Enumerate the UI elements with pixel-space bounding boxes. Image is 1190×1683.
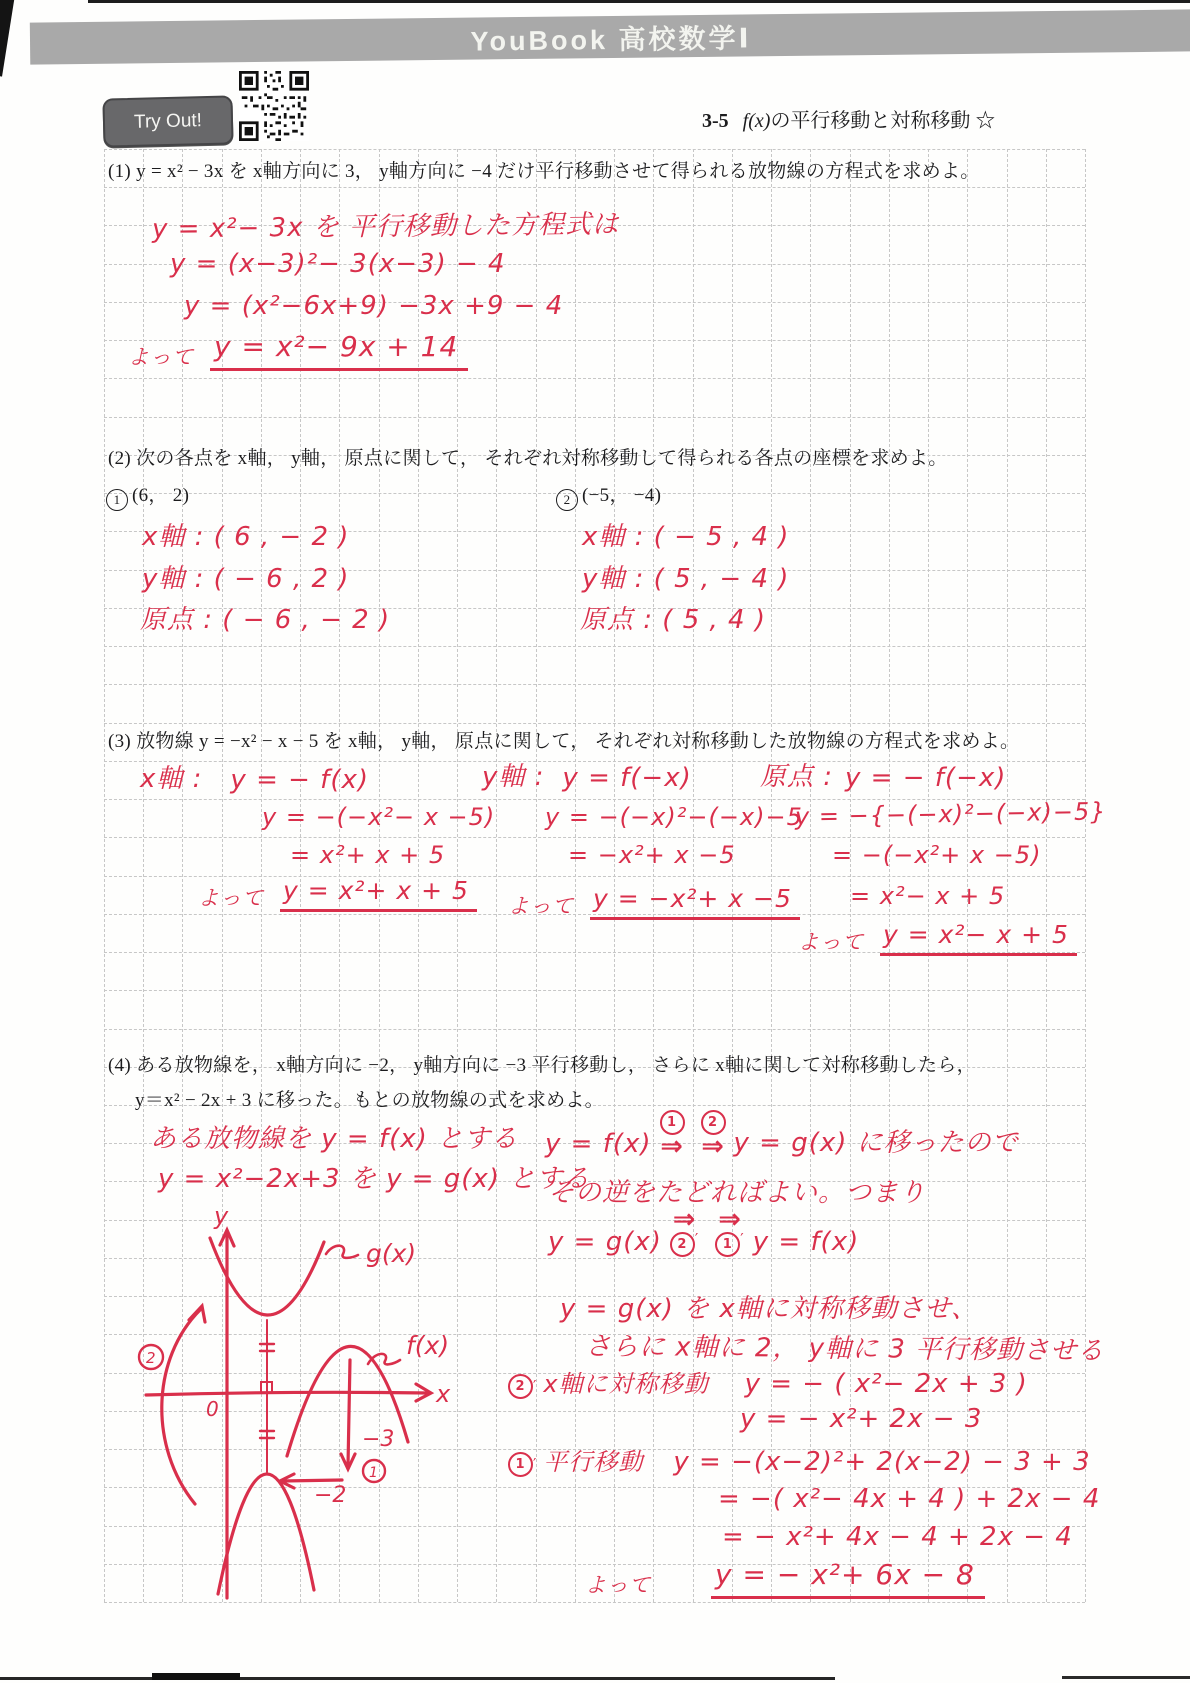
problem-3-statement: (3) 放物線 y = −x² − x − 5 を x軸， y軸， 原点に関して， それぞれ対称移動した放物線の方程式を求めよ。 <box>108 731 1020 752</box>
p2-item2-x-axis: x軸 : ( − 5 , 4 ) <box>582 522 790 552</box>
grid-line-h <box>104 837 1085 838</box>
p3-col3-conclusion <box>798 920 1077 956</box>
grid-line-h <box>104 723 1085 724</box>
p3-col1-line-1: y = −(−x²− x −5) <box>262 803 496 831</box>
graph-g-label: g(x) <box>366 1239 417 1268</box>
grid-line-h <box>104 187 1085 188</box>
graph-minus3-label: −3 <box>362 1427 395 1452</box>
scan-edge-bottom <box>0 1677 835 1680</box>
scan-edge-bottom-right <box>1062 1676 1190 1679</box>
p3-col3-axis: 原点 : <box>760 762 834 792</box>
p2-item1-origin: 原点 : ( − 6 , − 2 ) <box>140 605 391 635</box>
p4-flow1-arrow1-glyph: ⇒ <box>660 1131 684 1162</box>
graph-f-label: f(x) <box>406 1331 450 1360</box>
p4-flow-1 <box>545 1110 1019 1162</box>
p2-item-2-number: 2 <box>556 489 578 511</box>
p4-step2-prime: ′ <box>533 1377 538 1395</box>
problem-1-statement: (1) y = x² − 3x を x軸方向に 3， y軸方向に −4 だけ平行移動させて得られる放物線の方程式を求めよ。 <box>108 161 980 182</box>
p4-flow3-step1-prime: ′ <box>694 1230 700 1249</box>
shift-left-arrow <box>282 1480 342 1481</box>
grid-line-h <box>104 149 1085 150</box>
graph-origin-label: 0 <box>206 1397 219 1421</box>
shift-down-arrow <box>348 1360 350 1466</box>
section-title <box>702 104 995 133</box>
grid-line-h <box>104 1029 1085 1030</box>
f-label-squiggle <box>368 1354 400 1365</box>
section-rest: の平行移動と対称移動 ☆ <box>770 110 996 132</box>
try-out-button[interactable] <box>102 95 233 147</box>
p3-col2-therefore: よって <box>508 894 574 918</box>
p4-flow3-arrow-2 <box>715 1204 745 1257</box>
p2-item-1-point: (6， 2) <box>132 485 190 506</box>
p3-col2-rule: y = f(−x) <box>562 763 692 793</box>
reverse-curved-arrow <box>162 1310 200 1504</box>
p2-item1-y-axis: y軸 : ( − 6 , 2 ) <box>142 564 350 594</box>
p4-answer: y = − x²+ 6x − 8 <box>711 1558 985 1599</box>
p3-col3-line-2: = −(−x²+ x −5) <box>832 841 1042 869</box>
p4-flow3-arrow-1 <box>670 1204 700 1257</box>
reflected-parabola <box>218 1474 314 1594</box>
graph-x-label: x <box>436 1380 451 1408</box>
p3-col3-rule: y = − f(−x) <box>845 763 1007 793</box>
p1-therefore: よって <box>128 345 194 369</box>
p4-step2-label: x軸に対称移動 <box>543 1370 709 1398</box>
p4-flow3-rhs: y = f(x) <box>752 1227 860 1258</box>
p4-plan-1: y = g(x) を x軸に対称移動させ、 <box>560 1294 979 1324</box>
p4-flow1-arrow-2 <box>701 1110 726 1162</box>
p3-col3-line-1: y = −{−(−x)²−(−x)−5} <box>794 797 1107 831</box>
grid-line-h <box>104 684 1085 685</box>
p1-conclusion <box>128 330 468 371</box>
g-label-squiggle <box>326 1246 358 1258</box>
p4-step2-row <box>508 1364 1028 1399</box>
p1-work-line-1: y = x²− 3x を 平行移動した方程式は <box>151 209 620 245</box>
p4-plan-2: さらに x軸に 2， y軸に 3 平行移動させる <box>584 1331 1105 1367</box>
p2-item1-x-axis: x軸 : ( 6 , − 2 ) <box>142 522 350 552</box>
p2-item2-origin: 原点 : ( 5 , 4 ) <box>580 605 766 635</box>
p4-flow3-step2: 1 <box>722 1237 733 1253</box>
p4-flow3-arrow1-glyph: ⇒ <box>672 1204 697 1235</box>
p4-flow3-step1: 2 <box>677 1237 688 1253</box>
grid-line-h <box>104 990 1085 991</box>
p3-col2-conclusion <box>508 884 800 920</box>
p3-col2-answer: y = −x²+ x −5 <box>590 884 800 920</box>
p2-item-2-point: (−5， −4) <box>582 485 662 506</box>
p4-step1-row <box>508 1442 1091 1477</box>
p4-flow1-step1: 1 <box>667 1115 678 1130</box>
p4-step2-eq1: y = − ( x²− 2x + 3 ) <box>744 1369 1028 1399</box>
problem-4-statement-line1: (4) ある放物線を， x軸方向に −2， y軸方向に −3 平行移動し， さらに x軸に関して対称移動したら， <box>108 1055 976 1076</box>
p1-work-line-2: y = (x−3)²− 3(x−3) − 4 <box>170 249 506 279</box>
p4-flow1-rhs: y = g(x) に移ったので <box>733 1128 1019 1159</box>
p4-flow1-lhs: y = f(x) <box>545 1129 652 1160</box>
p3-col1-head <box>140 758 369 795</box>
p4-flow3-step2-prime: ′ <box>740 1230 745 1249</box>
graph-y-label: y <box>214 1202 229 1230</box>
scan-edge-corner <box>0 0 16 77</box>
p1-answer: y = x²− 9x + 14 <box>210 330 468 371</box>
graph-step1-number: 1 <box>369 1465 378 1481</box>
grid-line-h <box>104 646 1085 647</box>
graph-minus2-label: −2 <box>314 1483 347 1508</box>
qr-code-icon <box>239 71 309 141</box>
p4-note-1: ある放物線を y = f(x) とする <box>150 1124 519 1154</box>
p3-col2-line-2: = −x²+ x −5 <box>568 841 736 869</box>
p3-col3-therefore: よって <box>798 930 864 954</box>
p3-col2-axis: y軸 : <box>482 762 545 792</box>
p4-flow3-arrow2-glyph: ⇒ <box>718 1204 742 1235</box>
p4-step1-number: 1 <box>515 1457 526 1472</box>
p3-col3-answer: y = x²− x + 5 <box>880 920 1077 956</box>
grid-line-v <box>1085 149 1086 1602</box>
scan-edge-bottom-thick <box>152 1673 240 1680</box>
p3-col1-conclusion <box>198 876 477 912</box>
p4-step2-eq2: y = − x²+ 2x − 3 <box>740 1404 983 1434</box>
problem-2-statement: (2) 次の各点を x軸， y軸， 原点に関して， それぞれ対称移動して得られる各点の座標を求めよ。 <box>108 448 948 469</box>
p3-col1-axis: x軸 : <box>140 764 203 794</box>
p3-col2-line-1: y = −(−x)²−(−x)−5 <box>545 803 803 831</box>
p3-col1-answer: y = x²+ x + 5 <box>280 876 477 912</box>
section-number: 3-5 <box>702 110 729 132</box>
scan-edge-top <box>88 0 1190 3</box>
p4-step1-eq2: = −( x²− 4x + 4 ) + 2x − 4 <box>718 1484 1101 1514</box>
p4-flow1-arrow-1 <box>660 1110 685 1162</box>
try-out-label: Try Out! <box>133 109 203 133</box>
header-bar <box>30 9 1190 64</box>
page-title: YouBook 高校数学Ⅰ <box>470 22 752 57</box>
p3-col1-rule: y = − f(x) <box>230 765 369 795</box>
p4-flow1-step2: 2 <box>708 1115 719 1130</box>
p3-col1-therefore: よって <box>198 886 264 910</box>
x-axis <box>146 1392 428 1395</box>
p1-work-line-3: y = (x²−6x+9) −3x +9 − 4 <box>184 291 564 321</box>
p3-col2-head <box>482 756 692 793</box>
p4-step1-eq1: y = −(x−2)²+ 2(x−2) − 3 + 3 <box>673 1447 1091 1477</box>
p4-flow3-lhs: y = g(x) <box>548 1227 662 1258</box>
p2-item2-y-axis: y軸 : ( 5 , − 4 ) <box>582 564 790 594</box>
p3-col1-line-2: = x²+ x + 5 <box>290 841 446 869</box>
p2-item-1-label <box>106 480 189 511</box>
problem-4-statement-line2: y＝x² − 2x + 3 に移った。もとの放物線の式を求めよ。 <box>135 1090 604 1111</box>
grid-line-h <box>104 417 1085 418</box>
p4-note-2: y = x²−2x+3 を y = g(x) とする <box>158 1164 591 1194</box>
section-fx: f(x) <box>742 110 771 132</box>
p4-step1-eq3: = − x²+ 4x − 4 + 2x − 4 <box>722 1522 1073 1552</box>
p3-col3-head <box>760 756 1006 793</box>
p4-flow1-arrow2-glyph: ⇒ <box>701 1131 725 1162</box>
p3-col3-line-3: = x²− x + 5 <box>850 882 1006 910</box>
p4-step2-number: 2 <box>515 1379 526 1394</box>
p2-item-2-label <box>556 480 661 511</box>
p4-therefore: よって <box>585 1573 651 1597</box>
graph-step2-number: 2 <box>146 1349 156 1367</box>
p4-conclusion <box>585 1558 985 1599</box>
p4-flow-3 <box>548 1204 860 1258</box>
p4-flow-2: その逆をたどればよい。つまり <box>548 1178 927 1208</box>
grid-line-h <box>104 378 1085 379</box>
grid-line-h <box>104 1602 1085 1603</box>
p4-graph-sketch <box>110 1198 462 1602</box>
p4-step1-label: 平行移動 <box>543 1448 644 1476</box>
p4-step1-prime: ′ <box>533 1455 538 1473</box>
p2-item-1-number: 1 <box>106 489 128 511</box>
